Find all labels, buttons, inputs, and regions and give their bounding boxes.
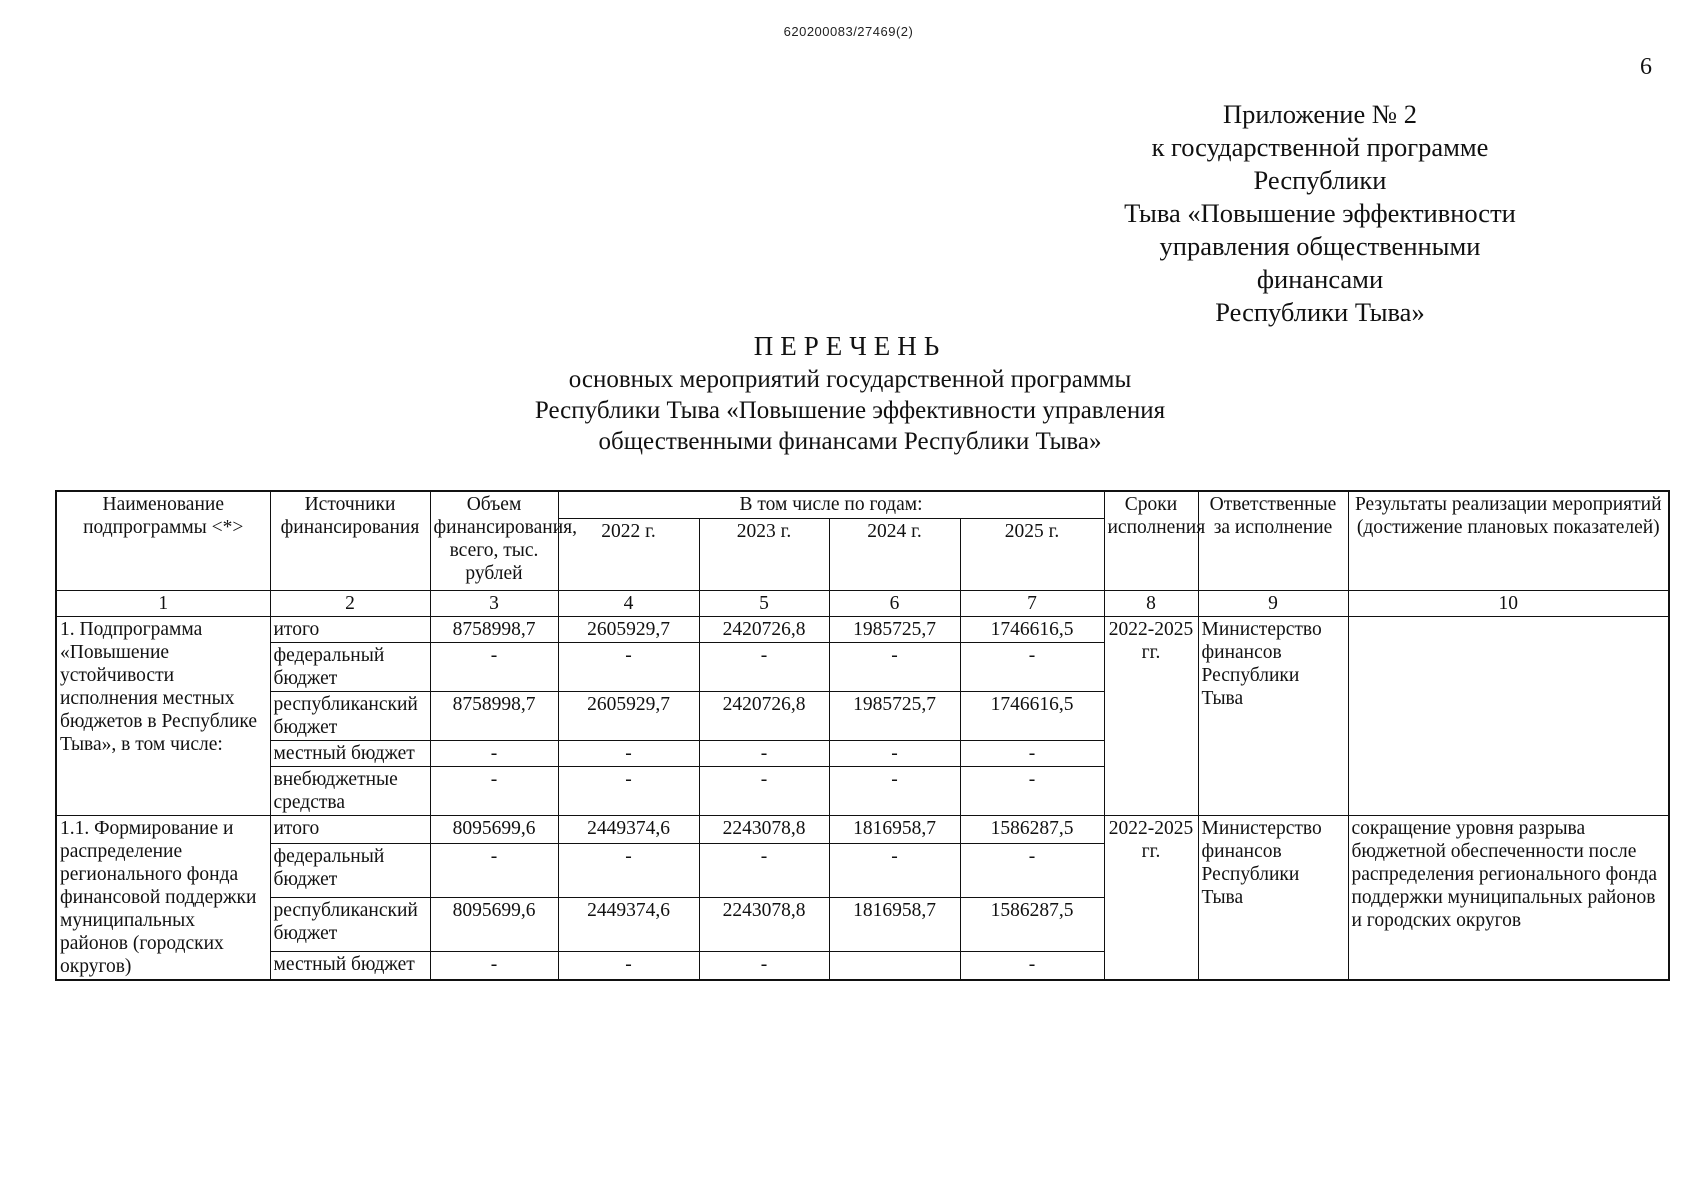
appendix-line: Республики Тыва» xyxy=(1215,297,1425,327)
funding-2024: 1985725,7 xyxy=(829,617,960,643)
funding-2024: - xyxy=(829,643,960,692)
funding-source: федеральный бюджет xyxy=(270,643,430,692)
responsible-party: Министерство финансов Республики Тыва xyxy=(1198,617,1348,816)
funding-total: 8758998,7 xyxy=(430,692,558,741)
funding-2022: 2449374,6 xyxy=(558,897,699,951)
column-number: 10 xyxy=(1348,591,1669,617)
funding-total: 8095699,6 xyxy=(430,897,558,951)
funding-2023: 2243078,8 xyxy=(699,897,829,951)
funding-2022: 2449374,6 xyxy=(558,816,699,844)
header-terms: Сроки исполнения xyxy=(1104,491,1198,591)
funding-source: местный бюджет xyxy=(270,741,430,767)
funding-2023: - xyxy=(699,844,829,898)
subprogram-name: 1. Подпрограмма «Повышение устойчивости исполнения местных бюджетов в Республике Тыва», в том числе: xyxy=(56,617,270,816)
funding-2022: - xyxy=(558,844,699,898)
appendix-line: управления общественными финансами xyxy=(1159,231,1481,294)
header-year-2024: 2024 г. xyxy=(829,519,960,591)
funding-2025: - xyxy=(960,844,1104,898)
responsible-party: Министерство финансов Республики Тыва xyxy=(1198,816,1348,981)
title-line: основных мероприятий государственной программы xyxy=(568,366,1132,393)
funding-2024: 1985725,7 xyxy=(829,692,960,741)
execution-terms: 2022-2025 гг. xyxy=(1104,617,1198,816)
appendix-header xyxy=(1100,98,1540,329)
column-number: 8 xyxy=(1104,591,1198,617)
table-row xyxy=(56,816,1669,844)
funding-2023: 2420726,8 xyxy=(699,617,829,643)
header-year-2022: 2022 г. xyxy=(558,519,699,591)
implementation-results: сокращение уровня разрыва бюджетной обеспеченности после распределения регионального фонда поддержки муниципальных районов и городских округов xyxy=(1348,816,1669,981)
header-name: Наименование подпрограммы <*> xyxy=(56,491,270,591)
funding-2022: 2605929,7 xyxy=(558,692,699,741)
funding-total: - xyxy=(430,741,558,767)
execution-terms: 2022-2025 гг. xyxy=(1104,816,1198,981)
implementation-results xyxy=(1348,617,1669,816)
table-row xyxy=(56,617,1669,643)
funding-2022: 2605929,7 xyxy=(558,617,699,643)
funding-2023: 2420726,8 xyxy=(699,692,829,741)
funding-2023: - xyxy=(699,767,829,816)
column-number: 6 xyxy=(829,591,960,617)
column-number: 4 xyxy=(558,591,699,617)
column-number: 7 xyxy=(960,591,1104,617)
column-number: 2 xyxy=(270,591,430,617)
column-number: 3 xyxy=(430,591,558,617)
funding-source: итого xyxy=(270,617,430,643)
funding-2024: 1816958,7 xyxy=(829,897,960,951)
header-year-2025: 2025 г. xyxy=(960,519,1104,591)
funding-2025: 1746616,5 xyxy=(960,692,1104,741)
funding-2023: 2243078,8 xyxy=(699,816,829,844)
page-number: 6 xyxy=(1640,54,1652,80)
funding-source: местный бюджет xyxy=(270,951,430,980)
header-volume: Объем финансирования, всего, тыс. рублей xyxy=(430,491,558,591)
funding-total: 8095699,6 xyxy=(430,816,558,844)
funding-source: республиканский бюджет xyxy=(270,897,430,951)
funding-2025: - xyxy=(960,951,1104,980)
funding-2024 xyxy=(829,951,960,980)
funding-2023: - xyxy=(699,951,829,980)
funding-2022: - xyxy=(558,767,699,816)
funding-source: внебюджетные средства xyxy=(270,767,430,816)
funding-2022: - xyxy=(558,951,699,980)
appendix-line: Приложение № 2 xyxy=(1222,99,1417,129)
funding-2025: - xyxy=(960,643,1104,692)
funding-total: 8758998,7 xyxy=(430,617,558,643)
funding-2025: 1586287,5 xyxy=(960,897,1104,951)
document-title xyxy=(400,328,1300,457)
funding-2024: - xyxy=(829,741,960,767)
funding-2025: - xyxy=(960,741,1104,767)
header-sources: Источники финансирования xyxy=(270,491,430,591)
funding-2023: - xyxy=(699,643,829,692)
funding-2023: - xyxy=(699,741,829,767)
subprogram-name: 1.1. Формирование и распределение регионального фонда финансовой поддержки муниципальных районов (городских округов) xyxy=(56,816,270,981)
appendix-line: Тыва «Повышение эффективности xyxy=(1124,198,1516,228)
title-line: Республики Тыва «Повышение эффективности управления xyxy=(534,397,1166,424)
funding-total: - xyxy=(430,643,558,692)
funding-total: - xyxy=(430,844,558,898)
header-responsible: Ответственные за исполнение xyxy=(1198,491,1348,591)
funding-source: федеральный бюджет xyxy=(270,844,430,898)
header-by-years: В том числе по годам: xyxy=(558,491,1104,519)
column-number: 5 xyxy=(699,591,829,617)
funding-2024: - xyxy=(829,844,960,898)
funding-2024: - xyxy=(829,767,960,816)
document-code: 620200083/27469(2) xyxy=(783,24,914,39)
funding-total: - xyxy=(430,767,558,816)
funding-2025: 1746616,5 xyxy=(960,617,1104,643)
funding-2022: - xyxy=(558,643,699,692)
measures-table xyxy=(55,490,1670,981)
column-number: 9 xyxy=(1198,591,1348,617)
funding-2024: 1816958,7 xyxy=(829,816,960,844)
appendix-line: к государственной программе Республики xyxy=(1151,132,1489,195)
funding-total: - xyxy=(430,951,558,980)
funding-2025: - xyxy=(960,767,1104,816)
funding-2025: 1586287,5 xyxy=(960,816,1104,844)
title-main: ПЕРЕЧЕНЬ xyxy=(753,331,947,361)
header-year-2023: 2023 г. xyxy=(699,519,829,591)
column-number: 1 xyxy=(56,591,270,617)
column-number-row xyxy=(56,591,1669,617)
funding-source: итого xyxy=(270,816,430,844)
funding-source: республиканский бюджет xyxy=(270,692,430,741)
title-line: общественными финансами Республики Тыва» xyxy=(598,428,1102,455)
header-results: Результаты реализации мероприятий (достижение плановых показателей) xyxy=(1348,491,1669,591)
funding-2022: - xyxy=(558,741,699,767)
